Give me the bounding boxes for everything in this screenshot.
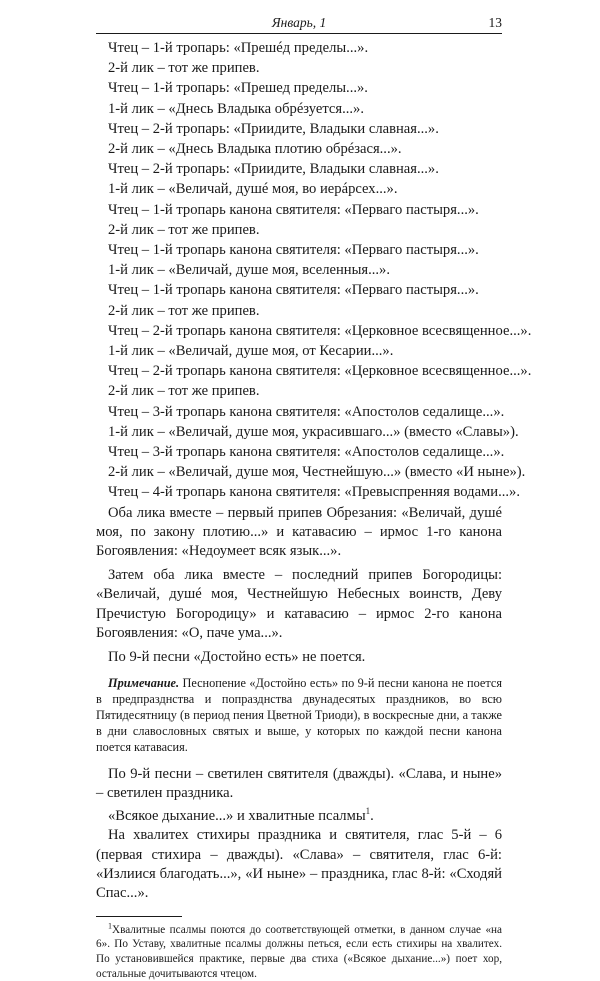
footnote-divider: [96, 916, 182, 917]
footnote-mark: 1: [108, 921, 112, 931]
service-line: 2-й лик – «Величай, душе моя, Честнейшую...» (вместо «И ныне»).: [108, 464, 526, 481]
paragraph-zatem: Затем оба лика вместе – последний припев Богородицы: «Величай, душé моя, Честнейшую Небесных воинств, Деву Пречистую Богородицу» и катавасию – ирмос 2-го канона Богоявления: «О, паче ума...».: [96, 566, 502, 642]
paragraph-dostoino: По 9-й песни «Достойно есть» не поется.: [108, 648, 366, 665]
service-line: Чтец – 1-й тропарь канона святителя: «Первaго пастыря...».: [108, 282, 479, 299]
service-line: 2-й лик – тот же припев.: [108, 60, 260, 77]
service-line: Чтец – 1-й тропарь канона святителя: «Первaго пастыря...».: [108, 201, 479, 218]
footnote: [96, 923, 502, 981]
service-line: Чтец – 3-й тропарь канона святителя: «Апостолов седалище...».: [108, 444, 505, 461]
service-line: 1-й лик – «Днесь Владыка обрéзуется...».: [108, 100, 364, 117]
vsyakoe-end: .: [370, 807, 374, 824]
paragraph-oba-lika: Оба лика вместе – первый припев Обрезания: «Величай, душé моя, по закону плотию...» и катавасию – ирмос 1-го канона Богоявления: «Недоумеет всяк язык...».: [96, 504, 502, 560]
page-body: [96, 38, 532, 981]
paragraph-vsyakoe: [96, 807, 502, 826]
service-line: Чтец – 1-й тропарь канона святителя: «Первaго пастыря...».: [108, 242, 479, 259]
service-line: 1-й лик – «Величай, душé моя, во иерáрсех...».: [108, 181, 398, 198]
header-title: Январь, 1: [271, 15, 327, 30]
service-line: Чтец – 1-й тропарь: «Прешед пределы...».: [108, 80, 368, 97]
footnote-ref: 1: [365, 805, 371, 816]
service-line: Чтец – 3-й тропарь канона святителя: «Апостолов седалище...».: [108, 403, 505, 420]
service-line: 2-й лик – тот же припев.: [108, 383, 260, 400]
note-block: [96, 675, 502, 755]
paragraph-svetilen: По 9-й песни – светилен святителя (дважды). «Слава, и ныне» – светилен праздника.: [96, 765, 502, 802]
service-line: 1-й лик – «Величай, душе моя, вселенныя...».: [108, 262, 390, 279]
service-line: 1-й лик – «Величай, душе моя, украсившаго...» (вместо «Славы»).: [108, 423, 519, 440]
service-line: Чтец – 1-й тропарь: «Прешéд пределы...».: [108, 40, 369, 56]
service-line: 1-й лик – «Величай, душе моя, от Кесарии...».: [108, 343, 394, 360]
service-line: Чтец – 2-й тропарь канона святителя: «Церковное всесвященное...».: [108, 363, 532, 380]
note-label: Примечание.: [108, 675, 180, 690]
service-line: Чтец – 2-й тропарь: «Приидите, Владыки славная...».: [108, 161, 439, 178]
paragraph-hvalitekh: На хвалитех стихиры праздника и святителя, глас 5-й – 6 (первая стихира – дважды). «Слава» – святителя, глас 6-й: «Излиися благодать...», «И ныне» – праздника, глас 8-й: «Сходяй Спас...».: [96, 827, 502, 902]
running-header: [96, 11, 502, 34]
service-line: Чтец – 4-й тропарь канона святителя: «Превыспренняя водами...».: [108, 484, 520, 501]
page-number: 13: [488, 15, 502, 30]
footnote-text: Хвалитные псалмы поются до соответствующей отметки, в данном случае «на 6». По Уставу, хвалитные псалмы должны петься, если есть стихиры на хвалитех. По установившейся практике, первые два стиха («Всякое дыхание...») поет хор, остальные дочитываются чтецом.: [96, 923, 502, 980]
vsyakoe-text: «Всякое дыхание...» и хвалитные псалмы: [108, 807, 366, 824]
service-line: Чтец – 2-й тропарь: «Приидите, Владыки славная...».: [108, 120, 439, 137]
service-line: 2-й лик – тот же припев.: [108, 221, 260, 238]
service-line: Чтец – 2-й тропарь канона святителя: «Церковное всесвященное...».: [108, 322, 532, 339]
service-line: 2-й лик – тот же припев.: [108, 302, 260, 319]
note-text: Песнопение «Достойно есть» по 9-й песни канона не поется в предпразднства и попразднства двунадесятых праздников, во всю Пятидесятницу (в период пения Цветной Триоди), в воскресные дни, а также в дни славословных святых и выше, у которых по каждой песни канона поется катавасия.: [96, 675, 502, 754]
service-line: 2-й лик – «Днесь Владыка плотию обрéзася...».: [108, 141, 402, 158]
